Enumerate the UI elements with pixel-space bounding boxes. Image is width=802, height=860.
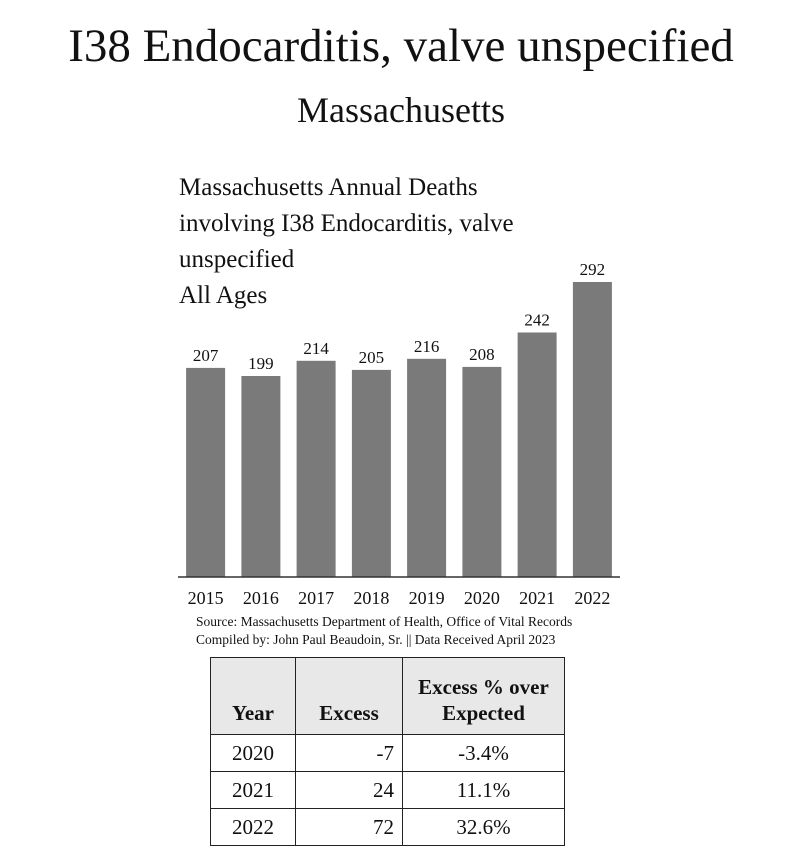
data-label-2021: 242 bbox=[524, 310, 550, 330]
cell-excess: 72 bbox=[296, 809, 403, 846]
x-tick-label-2019: 2019 bbox=[408, 588, 445, 608]
source-note bbox=[196, 613, 572, 649]
bar-2018 bbox=[352, 370, 391, 577]
chart-title-line: unspecified bbox=[179, 246, 295, 273]
page-title: I38 Endocarditis, valve unspecified bbox=[68, 20, 734, 72]
excess-table bbox=[210, 657, 565, 846]
x-tick-label-2021: 2021 bbox=[519, 588, 556, 608]
cell-year: 2020 bbox=[211, 735, 296, 772]
data-label-2016: 199 bbox=[248, 354, 274, 373]
page-subtitle: Massachusetts bbox=[297, 90, 505, 130]
data-label-2020: 208 bbox=[469, 344, 495, 364]
bar-2021 bbox=[518, 333, 557, 578]
bar-2015 bbox=[186, 368, 225, 577]
table-header-row bbox=[211, 658, 565, 735]
chart-title-line: Massachusetts Annual Deaths bbox=[179, 174, 478, 201]
data-label-2017: 214 bbox=[303, 338, 329, 358]
x-tick-label-2015: 2015 bbox=[187, 588, 224, 608]
x-tick-label-2020: 2020 bbox=[463, 588, 500, 608]
x-tick-label-2018: 2018 bbox=[353, 588, 390, 608]
source-line: Source: Massachusetts Department of Health, Office of Vital Records bbox=[196, 614, 573, 629]
bar-2017 bbox=[297, 361, 336, 577]
table-row bbox=[211, 809, 565, 846]
data-label-2019: 216 bbox=[413, 336, 440, 356]
bar-2022 bbox=[573, 282, 612, 577]
chart-title-line: All Ages bbox=[179, 282, 268, 309]
excess-table-container bbox=[210, 657, 565, 846]
cell-excess-pct: -3.4% bbox=[403, 735, 565, 772]
header-excess: Excess bbox=[296, 658, 403, 735]
cell-excess-pct: 32.6% bbox=[403, 809, 565, 846]
compiled-by-line: Compiled by: John Paul Beaudoin, Sr. || Data Received April 2023 bbox=[196, 632, 556, 647]
chart-title-line: involving I38 Endocarditis, valve bbox=[179, 210, 514, 237]
x-tick-label-2022: 2022 bbox=[574, 588, 611, 608]
bar-2019 bbox=[407, 359, 446, 577]
cell-year: 2021 bbox=[211, 772, 296, 809]
x-tick-label-2017: 2017 bbox=[298, 588, 335, 608]
table-row bbox=[211, 735, 565, 772]
header-year: Year bbox=[211, 658, 296, 735]
cell-excess: 24 bbox=[296, 772, 403, 809]
data-label-2018: 205 bbox=[358, 347, 385, 367]
table-row bbox=[211, 772, 565, 809]
cell-excess-pct: 11.1% bbox=[403, 772, 565, 809]
bar-2016 bbox=[241, 376, 280, 577]
data-label-2022: 292 bbox=[579, 260, 606, 279]
cell-year: 2022 bbox=[211, 809, 296, 846]
x-tick-label-2016: 2016 bbox=[242, 588, 279, 608]
bar-2020 bbox=[462, 367, 501, 577]
cell-excess: -7 bbox=[296, 735, 403, 772]
header-excess-pct: Excess % over Expected bbox=[403, 658, 565, 735]
data-label-2015: 207 bbox=[192, 345, 219, 365]
